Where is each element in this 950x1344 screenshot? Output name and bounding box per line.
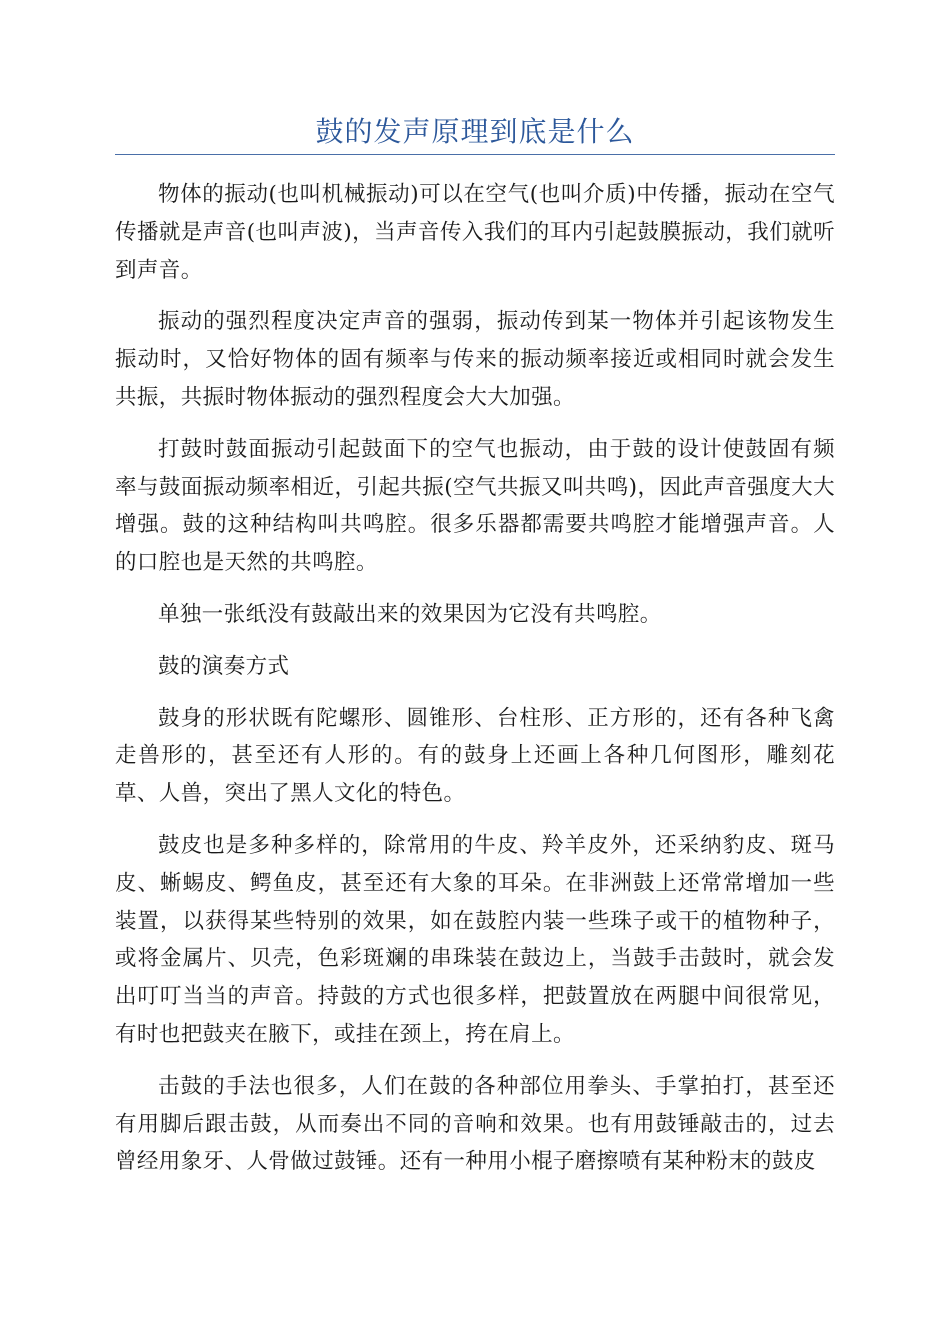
paragraph-sound-propagation: 物体的振动(也叫机械振动)可以在空气(也叫介质)中传播，振动在空气传播就是声音(也叫声波)，当声音传入我们的耳内引起鼓膜振动，我们就听到声音。 bbox=[115, 182, 835, 283]
document-title: 鼓的发声原理到底是什么 bbox=[315, 115, 635, 148]
paragraph-paper-comparison: 单独一张纸没有鼓敲出来的效果因为它没有共鸣腔。 bbox=[158, 601, 662, 627]
paragraph-resonance: 振动的强烈程度决定声音的强弱，振动传到某一物体并引起该物发生振动时，又恰好物体的固有频率与传来的振动频率接近或相同时就会发生共振，共振时物体振动的强烈程度会大大加强。 bbox=[115, 309, 835, 410]
title-underline bbox=[115, 154, 835, 155]
paragraph-striking-techniques: 击鼓的手法也很多，人们在鼓的各种部位用拳头、手掌拍打，甚至还有用脚后跟击鼓，从而奏出不同的音响和效果。也有用鼓锤敲击的，过去曾经用象牙、人骨做过鼓锤。还有一种用小棍子磨擦喷有某种粉末的鼓皮 bbox=[115, 1073, 835, 1175]
paragraph-drum-skins: 鼓皮也是多种多样的，除常用的牛皮、羚羊皮外，还采纳豹皮、斑马皮、蜥蜴皮、鳄鱼皮，甚至还有大象的耳朵。在非洲鼓上还常常增加一些装置，以获得某些特别的效果，如在鼓腔内装一些珠子或干的植物种子，或将金属片、贝壳，色彩斑斓的串珠装在鼓边上，当鼓手击鼓时，就会发出叮叮当当的声音。持鼓的方式也很多样，把鼓置放在两腿中间很常见，有时也把鼓夹在腋下，或挂在颈上，挎在肩上。 bbox=[115, 832, 835, 1047]
document-body bbox=[115, 176, 835, 1195]
section-heading-playing-methods: 鼓的演奏方式 bbox=[158, 653, 290, 679]
paragraph-drum-resonance-cavity: 打鼓时鼓面振动引起鼓面下的空气也振动，由于鼓的设计使鼓固有频率与鼓面振动频率相近，引起共振(空气共振又叫共鸣)，因此声音强度大大增强。鼓的这种结构叫共鸣腔。很多乐器都需要共鸣腔才能增强声音。人的口腔也是天然的共鸣腔。 bbox=[115, 436, 835, 576]
paragraph-drum-shapes: 鼓身的形状既有陀螺形、圆锥形、台柱形、正方形的，还有各种飞禽走兽形的，甚至还有人形的。有的鼓身上还画上各种几何图形，雕刻花草、人兽，突出了黑人文化的特色。 bbox=[115, 705, 835, 807]
